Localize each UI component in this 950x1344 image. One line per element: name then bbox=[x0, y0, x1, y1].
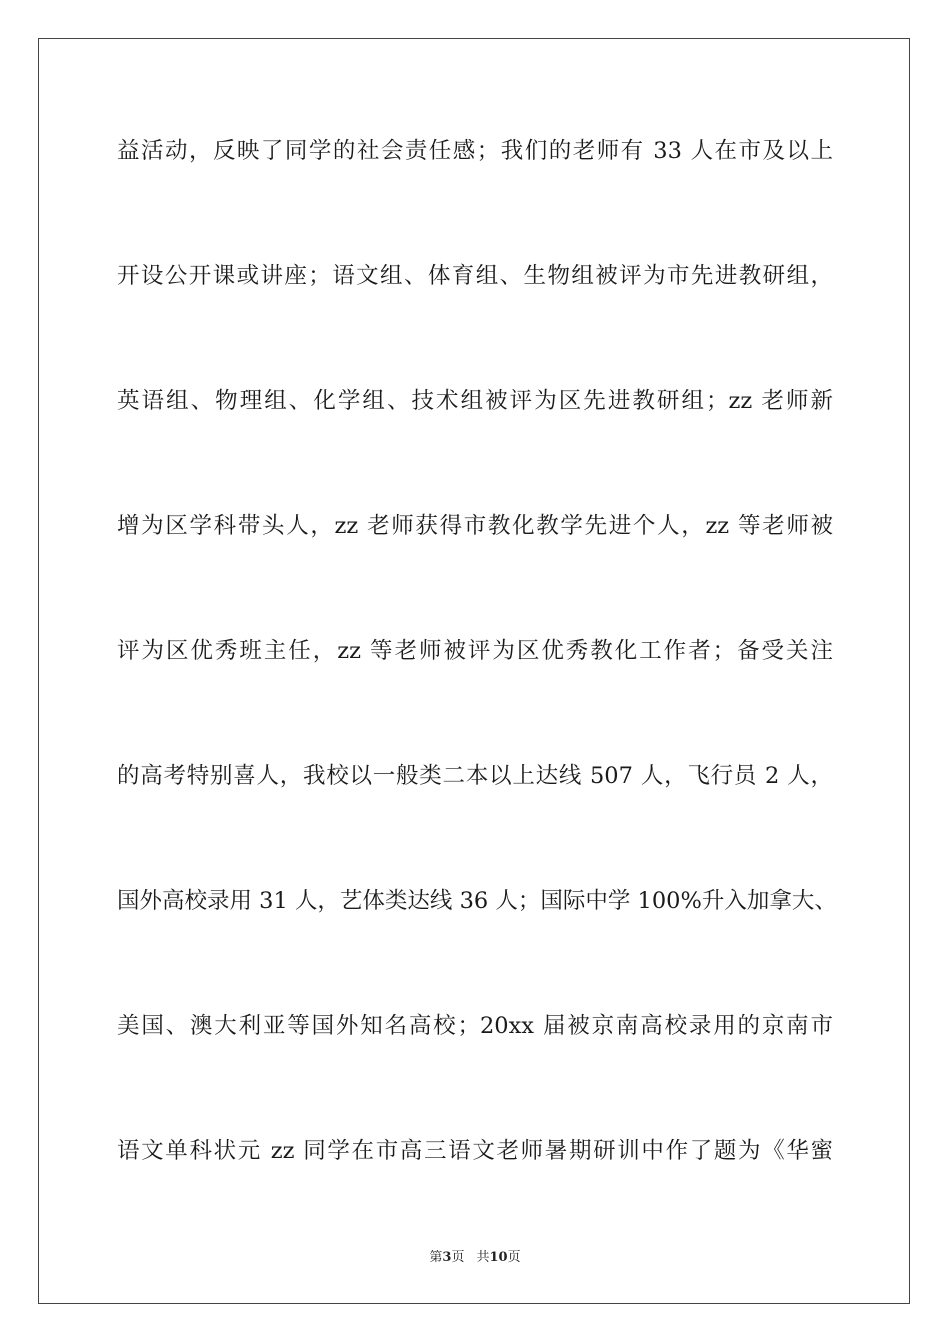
text-line: 的高考特别喜人，我校以一般类二本以上达线 507 人，飞行员 2 人， bbox=[117, 763, 833, 789]
text-line: 国外高校录用 31 人，艺体类达线 36 人；国际中学 100%升入加拿大、 bbox=[117, 888, 837, 914]
text-line: 评为区优秀班主任，zz 等老师被评为区优秀教化工作者；备受关注 bbox=[117, 638, 833, 664]
total-prefix: 共 bbox=[476, 1250, 490, 1265]
page-suffix: 页 bbox=[451, 1250, 465, 1265]
text-line: 语文单科状元 zz 同学在市高三语文老师暑期研训中作了题为《华蜜 bbox=[117, 1138, 833, 1164]
page-frame bbox=[38, 38, 910, 1304]
page-prefix: 第 bbox=[429, 1250, 443, 1265]
text-line: 英语组、物理组、化学组、技术组被评为区先进教研组；zz 老师新 bbox=[117, 388, 833, 414]
text-line: 益活动，反映了同学的社会责任感；我们的老师有 33 人在市及以上 bbox=[117, 138, 833, 164]
text-line: 美国、澳大利亚等国外知名高校；20xx 届被京南高校录用的京南市 bbox=[117, 1013, 833, 1039]
total-suffix: 页 bbox=[507, 1250, 521, 1265]
text-line: 开设公开课或讲座；语文组、体育组、生物组被评为市先进教研组， bbox=[117, 263, 833, 289]
page-number: 3 bbox=[442, 1250, 452, 1265]
page-footer bbox=[0, 1246, 950, 1265]
text-line: 增为区学科带头人，zz 老师获得市教化教学先进个人，zz 等老师被 bbox=[117, 513, 833, 539]
total-pages: 10 bbox=[489, 1250, 508, 1265]
